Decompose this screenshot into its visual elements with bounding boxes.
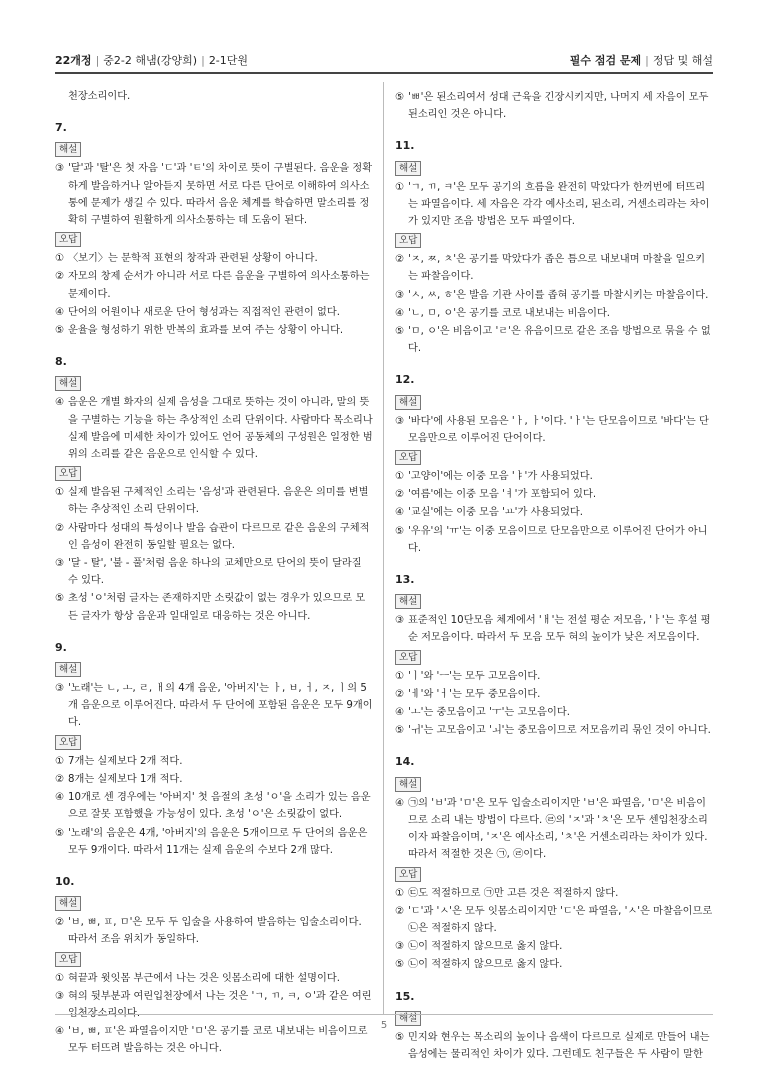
- header-rule: [55, 72, 713, 74]
- item-number: ①: [55, 487, 65, 499]
- question-number: 12.: [395, 373, 415, 387]
- haeseol-tag-row: [55, 140, 373, 159]
- odap-item: [55, 304, 373, 321]
- odap-tag-row: [395, 231, 713, 250]
- item-text: 'ㅁ, ㅇ'은 비음이고 'ㄹ'은 유음이므로 같은 조음 방법으로 묶을 수 없다.: [408, 326, 711, 355]
- item-number: ④: [395, 507, 405, 519]
- item-text: 표준적인 10단모음 체계에서 'ㅐ'는 전설 평순 저모음, 'ㅏ'는 후설 평순 저모음이다. 따라서 두 모음 모두 혀의 높이가 낮은 저모음이다.: [408, 615, 711, 644]
- item-number: ⑤: [55, 325, 65, 337]
- item-text: 'ㅗ'는 중모음이고 'ㅜ'는 고모음이다.: [408, 707, 570, 719]
- odap-item: [395, 523, 713, 557]
- header-title: 필수 점검 문제: [569, 54, 642, 67]
- odap-tag: 오답: [395, 233, 421, 248]
- item-number: ③: [395, 615, 405, 627]
- odap-item: [395, 885, 713, 902]
- odap-tag-row: [395, 648, 713, 667]
- left-column: [55, 88, 373, 1059]
- odap-item: [55, 250, 373, 267]
- item-number: ⑤: [55, 593, 65, 605]
- item-text: 'ㄷ'과 'ㅅ'은 모두 잇몸소리이지만 'ㄷ'은 파열음, 'ㅅ'은 마찰음이므로 ㉡은 적절하지 않다.: [408, 905, 713, 934]
- haeseol-item: [55, 680, 373, 732]
- odap-item: [395, 686, 713, 703]
- odap-item: [395, 704, 713, 721]
- item-text: 'ㅈ, ㅉ, ㅊ'은 공기를 막았다가 좁은 틈으로 내보내며 마찰을 일으키는 파찰음이다.: [408, 254, 706, 283]
- question-number: 11.: [395, 139, 415, 153]
- item-number: ④: [395, 797, 405, 809]
- item-text: 음운은 개별 화자의 실제 음성을 그대로 뜻하는 것이 아니라, 말의 뜻을 구별하는 기능을 하는 추상적인 소리 단위이다. 사람마다 목소리나 실제 발음에 미세한 차이가 있어도 언어 공동체의 구성원은 일정한 범위의 소리를 같은 음운으로 인식할 수 있다.: [68, 397, 373, 461]
- item-text: '우유'의 'ㅠ'는 이중 모음이므로 단모음만으로 이루어진 단어가 아니다.: [408, 525, 708, 554]
- item-text: 단어의 어원이나 새로운 단어 형성과는 직접적인 관련이 없다.: [68, 306, 340, 318]
- item-text: 'ㅂ, ㅃ, ㅍ, ㅁ'은 모두 두 입술을 사용하여 발음하는 입술소리이다. 따라서 조음 위치가 동일하다.: [68, 917, 362, 946]
- question-block: [395, 753, 713, 973]
- odap-item: [395, 504, 713, 521]
- question-block: [395, 137, 713, 357]
- item-text: '교실'에는 이중 모음 'ㅛ'가 사용되었다.: [408, 507, 584, 519]
- odap-tag-row: [55, 950, 373, 969]
- haeseol-tag: 해설: [55, 896, 81, 911]
- haeseol-item: [55, 394, 373, 463]
- right-column: [395, 88, 713, 1064]
- item-text: 7개는 실제보다 2개 적다.: [68, 755, 183, 767]
- odap-item: [55, 789, 373, 823]
- item-text: 실제 발음된 구체적인 소리는 '음성'과 관련된다. 음운은 의미를 변별하는 추상적인 소리 단위이다.: [68, 487, 369, 516]
- item-text: 민지와 현우는 목소리의 높이나 음색이 다르므로 실제로 만들어 내는 음성에는 물리적인 차이가 있다. 그런데도 친구들은 두 사람이 말한: [408, 1031, 710, 1060]
- odap-tag-row: [55, 464, 373, 483]
- haeseol-item: [55, 160, 373, 229]
- odap-tag: 오답: [395, 867, 421, 882]
- item-number: ①: [395, 887, 405, 899]
- haeseol-tag: 해설: [55, 662, 81, 677]
- haeseol-tag: 해설: [395, 777, 421, 792]
- item-text: 'ㅔ'와 'ㅓ'는 모두 중모음이다.: [408, 688, 541, 700]
- header-subtitle: 정답 및 해설: [652, 54, 713, 67]
- haeseol-item: [55, 914, 373, 948]
- item-text: 혀끝과 윗잇몸 부근에서 나는 것은 잇몸소리에 대한 설명이다.: [68, 972, 340, 984]
- item-number: ⑤: [395, 525, 405, 537]
- header-grade: 중2-2 해냄(강양희): [103, 54, 198, 67]
- item-number: ①: [395, 181, 405, 193]
- item-text: 사람마다 성대의 특성이나 발음 습관이 다르므로 같은 음운의 구체적인 음성이 완전히 동일할 필요는 없다.: [68, 522, 370, 551]
- odap-item: [395, 305, 713, 322]
- left-questions: [55, 119, 373, 1057]
- question-block: [395, 371, 713, 557]
- haeseol-tag-row: [55, 374, 373, 393]
- odap-tag: 오답: [395, 650, 421, 665]
- odap-tag-row: [395, 865, 713, 884]
- footer-rule: [55, 1014, 713, 1015]
- item-number: ④: [55, 792, 65, 804]
- question-block: [55, 639, 373, 859]
- item-number: ③: [395, 941, 405, 953]
- haeseol-tag: 해설: [395, 594, 421, 609]
- item-number: ②: [395, 905, 405, 917]
- item-text: 혀의 뒷부분과 여린입천장에서 나는 것은 'ㄱ, ㄲ, ㅋ, ㅇ'과 같은 여린입천장소리이다.: [68, 990, 372, 1019]
- haeseol-tag-row: [55, 894, 373, 913]
- odap-item: [55, 988, 373, 1022]
- odap-item: [55, 555, 373, 589]
- haeseol-item: [395, 1029, 713, 1063]
- item-number: ⑤: [395, 326, 405, 338]
- odap-item: [55, 322, 373, 339]
- item-text: 'ㄱ, ㄲ, ㅋ'은 모두 공기의 흐름을 완전히 막았다가 한꺼번에 터뜨리는 파열음이다. 세 자음은 각각 예사소리, 된소리, 거센소리라는 차이가 있지만 조음 방법은 모두 파열이다.: [408, 181, 710, 228]
- item-number: ⑤: [395, 92, 405, 103]
- item-text: 운율을 형성하기 위한 반복의 효과를 보여 주는 상황이 아니다.: [68, 325, 344, 337]
- item-number: ①: [55, 972, 65, 984]
- item-text: '노래'의 음운은 4개, '아버지'의 음운은 5개이므로 두 단어의 음운은 모두 9개이다. 따라서 11개는 실제 음운의 수보다 2개 많다.: [68, 827, 368, 856]
- item-number: ④: [395, 707, 405, 719]
- item-number: ⑤: [55, 827, 65, 839]
- item-number: ③: [55, 990, 65, 1002]
- haeseol-tag: 해설: [395, 395, 421, 410]
- item-text: 초성 'ㅇ'처럼 글자는 존재하지만 소릿값이 없는 경우가 있으므로 모든 글자가 항상 음운과 일대일로 대응하는 것은 아니다.: [68, 593, 366, 622]
- item-text: 'ㅣ'와 'ㅡ'는 모두 고모음이다.: [408, 670, 541, 682]
- item-number: ③: [395, 415, 405, 427]
- odap-item: [395, 668, 713, 685]
- odap-tag: 오답: [55, 735, 81, 750]
- header-course: 22개정: [55, 54, 92, 67]
- continued-text: 천장소리이다.: [68, 91, 131, 102]
- column-divider: [383, 82, 384, 1014]
- odap-tag: 오답: [55, 466, 81, 481]
- item-text: 8개는 실제보다 1개 적다.: [68, 773, 183, 785]
- odap-item: [395, 287, 713, 304]
- item-number: ①: [395, 670, 405, 682]
- question-number: 13.: [395, 573, 415, 587]
- odap-item: [395, 903, 713, 937]
- haeseol-tag-row: [55, 660, 373, 679]
- item-number: ①: [395, 471, 405, 483]
- item-number: ④: [55, 306, 65, 318]
- item-text: 'ㅃ'은 된소리여서 성대 근육을 긴장시키지만, 나머지 세 자음이 모두 된소리인 것은 아니다.: [408, 92, 709, 121]
- haeseol-tag-row: [395, 775, 713, 794]
- right-questions: [395, 137, 713, 1063]
- odap-item: [395, 251, 713, 285]
- header-right: 필수 점검 문제 | 정답 및 해설: [569, 54, 713, 67]
- question-number: 14.: [395, 755, 415, 769]
- item-text: 'ㅂ, ㅃ, ㅍ'은 파열음이지만 'ㅁ'은 공기를 코로 내보내는 비음이므로 모두 터뜨려 발음하는 것은 아니다.: [68, 1026, 368, 1055]
- question-block: [55, 119, 373, 339]
- question-number: 8.: [55, 355, 67, 369]
- odap-tag: 오답: [55, 952, 81, 967]
- item-text: 〈보기〉는 문학적 표현의 창작과 관련된 상황이 아니다.: [68, 253, 318, 265]
- haeseol-item: [395, 179, 713, 231]
- odap-item: [395, 938, 713, 955]
- item-number: ③: [55, 683, 65, 695]
- question-number: 10.: [55, 874, 75, 888]
- item-text: ㉡이 적절하지 않으므로 옳지 않다.: [408, 941, 563, 953]
- question-number: 9.: [55, 640, 67, 654]
- odap-item: [55, 771, 373, 788]
- page-number: 5: [380, 1020, 388, 1031]
- odap-item: [55, 970, 373, 987]
- haeseol-tag: 해설: [55, 376, 81, 391]
- odap-item: [55, 484, 373, 518]
- item-number: ⑤: [395, 1031, 405, 1043]
- haeseol-tag-row: [395, 393, 713, 412]
- item-number: ④: [55, 397, 65, 409]
- item-number: ②: [395, 489, 405, 501]
- haeseol-item: [395, 413, 713, 447]
- haeseol-tag-row: [395, 592, 713, 611]
- item-text: '여름'에는 이중 모음 'ㅕ'가 포함되어 있다.: [408, 489, 597, 501]
- item-number: ⑤: [395, 725, 405, 737]
- item-number: ⑤: [395, 959, 405, 971]
- item-number: ②: [395, 254, 405, 266]
- header-left: 22개정 | 중2-2 해냄(강양희) | 2-1단원: [55, 54, 249, 67]
- haeseol-tag: 해설: [395, 161, 421, 176]
- item-number: ②: [55, 522, 65, 534]
- item-number: ②: [55, 773, 65, 785]
- item-text: '달 - 탈', '불 - 풀'처럼 음운 하나의 교체만으로 단어의 뜻이 달라질 수 있다.: [68, 558, 362, 587]
- item-number: ①: [55, 755, 65, 767]
- item-number: ③: [395, 289, 405, 301]
- question-block: [395, 571, 713, 739]
- page-header: [55, 50, 713, 70]
- continued-item: [395, 89, 713, 123]
- odap-tag-row: [55, 733, 373, 752]
- odap-item: [55, 520, 373, 554]
- question-block: [55, 353, 373, 625]
- item-number: ②: [395, 688, 405, 700]
- item-text: 'ㅟ'는 고모음이고 'ㅚ'는 중모음이므로 저모음끼리 묶인 것이 아니다.: [408, 725, 711, 737]
- item-text: '고양이'에는 이중 모음 'ㅑ'가 사용되었다.: [408, 471, 593, 483]
- item-number: ②: [55, 917, 65, 929]
- odap-item: [55, 268, 373, 302]
- item-text: 'ㅅ, ㅆ, ㅎ'은 발음 기관 사이를 좁혀 공기를 마찰시키는 마찰음이다.: [408, 289, 709, 301]
- haeseol-tag-row: [395, 159, 713, 178]
- odap-item: [395, 956, 713, 973]
- odap-item: [55, 590, 373, 624]
- item-number: ④: [55, 1026, 65, 1038]
- odap-item: [395, 486, 713, 503]
- item-text: '달'과 '탈'은 첫 자음 'ㄷ'과 'ㅌ'의 차이로 뜻이 구별된다. 음운을 정확하게 발음하거나 알아듣지 못하면 서로 다른 단어로 이해하여 의사소통에 문제가 생길 수 있다. 따라서 음운 체계를 학습하면 말소리를 정확히 구별하여 원활하게 의사소통하는 데 도움이 된다.: [68, 163, 373, 227]
- question-number: 7.: [55, 121, 67, 135]
- item-text: '노래'는 ㄴ, ㅗ, ㄹ, ㅐ의 4개 음운, '아버지'는 ㅏ, ㅂ, ㅓ, ㅈ, ㅣ의 5개 음운으로 이루어진다. 따라서 두 단어에 포함된 음운은 모두 9개이다.: [68, 683, 373, 729]
- item-text: '바다'에 사용된 모음은 'ㅏ, ㅏ'이다. 'ㅏ'는 단모음이므로 '바다'는 단모음만으로 이루어진 단어이다.: [408, 415, 709, 444]
- odap-tag-row: [395, 448, 713, 467]
- item-number: ②: [55, 271, 65, 283]
- haeseol-item: [395, 795, 713, 864]
- haeseol-tag: 해설: [55, 142, 81, 157]
- odap-tag: 오답: [55, 232, 81, 247]
- item-text: ㉢도 적절하므로 ㉠만 고른 것은 적절하지 않다.: [408, 887, 619, 899]
- item-number: ①: [55, 253, 65, 265]
- odap-item: [55, 825, 373, 859]
- odap-tag: 오답: [395, 450, 421, 465]
- item-number: ③: [55, 558, 65, 570]
- odap-tag-row: [55, 230, 373, 249]
- odap-item: [395, 468, 713, 485]
- item-text: ㉡이 적절하지 않으므로 옳지 않다.: [408, 959, 563, 971]
- haeseol-item: [395, 612, 713, 646]
- item-number: ④: [395, 307, 405, 319]
- item-text: 'ㄴ, ㅁ, ㅇ'은 공기를 코로 내보내는 비음이다.: [408, 307, 611, 319]
- item-text: 10개로 센 경우에는 '아버지' 첫 음절의 초성 'ㅇ'을 소리가 있는 음운으로 잘못 포함했을 가능성이 있다. 초성 'ㅇ'은 소릿값이 없다.: [68, 792, 371, 821]
- item-text: 자모의 창제 순서가 아니라 서로 다른 음운을 구별하여 의사소통하는 문제이다.: [68, 271, 370, 300]
- odap-item: [395, 323, 713, 357]
- item-number: ③: [55, 163, 65, 175]
- question-number: 15.: [395, 989, 415, 1003]
- haeseol-tag: 해설: [395, 1011, 421, 1026]
- item-text: ㉠의 'ㅂ'과 'ㅁ'은 모두 입술소리이지만 'ㅂ'은 파열음, 'ㅁ'은 비음이므로 소리 내는 방법이 다르다. ㉣의 'ㅈ'과 'ㅊ'은 모두 센입천장소리이자 파찰음이며, 'ㅈ'은 예사소리, 'ㅊ'은 거센소리라는 차이가 있다. 따라서 적절한 것은 ㉠, ㉣이다.: [408, 797, 708, 861]
- odap-item: [395, 722, 713, 739]
- odap-item: [55, 753, 373, 770]
- header-unit: 2-1단원: [208, 54, 249, 67]
